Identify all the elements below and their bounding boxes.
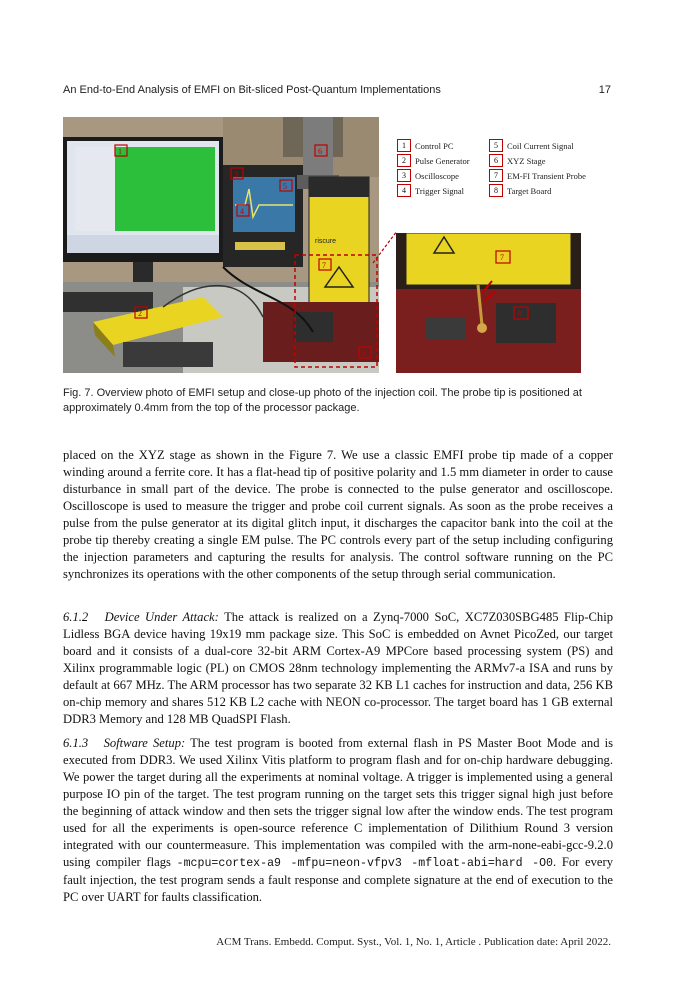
section-6-1-2 — [63, 609, 613, 728]
svg-text:5: 5 — [283, 182, 287, 191]
svg-text:3: 3 — [234, 170, 238, 179]
legend-item: 7 EM-FI Transient Probe — [489, 169, 586, 182]
riscure-logo: riscure — [315, 238, 337, 245]
svg-text:6: 6 — [318, 147, 322, 156]
setup-photo-illustration — [63, 117, 379, 373]
legend-item: 8 Target Board — [489, 184, 551, 197]
footer-citation: ACM Trans. Embedd. Comput. Syst., Vol. 1, No. 1, Article . Publication date: April 2022. — [216, 936, 611, 948]
legend-item: 4 Trigger Signal — [397, 184, 464, 197]
svg-text:7: 7 — [322, 261, 326, 270]
page-number: 17 — [598, 84, 611, 96]
svg-text:8: 8 — [362, 349, 366, 358]
svg-text:2: 2 — [138, 309, 142, 318]
closeup-illustration — [396, 233, 581, 373]
svg-text:1: 1 — [118, 147, 122, 156]
section-text: The attack is realized on a Zynq-7000 SoC, XC7Z030SBG485 Flip-Chip Lidless BGA device having 19x19 mm package size. This SoC is embedded on Avnet PicoZed, our target board and it consists of a dual-core 32-bit ARM Cortex-A9 MPCore based processing system (PS) and Xilinx programmable logic (PL) on CMOS 28nm technology implementing the ARMv7-a ISA and runs by default at 667 MHz. The ARM processor has two separate 32 KB L1 caches for instruction and data, 256 KB on-chip memory and shares 512 KB L2 cache with NEON co-processor. The target board has 1 GB external DDR3 Memory and 128 MB QuadSPI Flash. — [63, 610, 614, 726]
legend-item: 3 Oscilloscope — [397, 169, 459, 182]
coil-closeup-photo — [396, 233, 581, 373]
figure-caption: Fig. 7. Overview photo of EMFI setup and close-up photo of the injection coil. The probe tip is positioned at approximately 0.4mm from the top of the processor package. — [63, 387, 582, 414]
legend-item: 6 XYZ Stage — [489, 154, 545, 167]
section-6-1-3 — [63, 735, 613, 906]
section-number: 6.1.2 — [63, 610, 89, 624]
compiler-flags: -mcpu=cortex-a9 -mfpu=neon-vfpv3 -mfloat-abi=hard -O0 — [176, 857, 553, 870]
figure-7 — [63, 117, 613, 373]
legend-item: 5 Coil Current Signal — [489, 139, 574, 152]
running-title: An End-to-End Analysis of EMFI on Bit-sliced Post-Quantum Implementations — [63, 84, 441, 96]
paragraph-setup: placed on the XYZ stage as shown in the Figure 7. We use a classic EMFI probe tip made of a copper winding around a ferrite core. It has a flat-head tip of positive polarity and 1.5 mm diameter in order to cause disturbance in small part of the device. The probe is connected to the pulse generator and oscilloscope. Oscilloscope is used to measure the trigger and probe coil current signals. As soon as the probe receives a pulse from the pulse generator at its digital glitch input, it discharges the capacitor bank into the coil at the probe tip thereby creating a single EM pulse. The PC controls every part of the setup including configuring the injection parameters and capturing the results for analysis. The control software running on the PC synchronizes its operations with the other components of the setup through serial communication. — [63, 448, 613, 581]
section-title: Device Under Attack: — [104, 610, 219, 624]
svg-text:7: 7 — [500, 253, 504, 262]
section-number: 6.1.3 — [63, 736, 89, 750]
setup-overview-photo — [63, 117, 379, 373]
legend-item: 1 Control PC — [397, 139, 454, 152]
legend-item: 2 Pulse Generator — [397, 154, 470, 167]
section-text-end: . For every fault injection, the test program sends a fault response and complete signature at the end of execution to the PC over UART for faults classification. — [63, 855, 613, 904]
section-title: Software Setup: — [103, 736, 186, 750]
svg-text:8: 8 — [518, 309, 522, 318]
svg-text:4: 4 — [240, 207, 244, 216]
section-text: The test program is booted from external flash in PS Master Boot Mode and is executed from DDR3. We used Xilinx Vitis platform to program flash and for on-chip hardware debugging. We power the target during all the experiments at nominal voltage. A trigger is implemented using a general purpose IO pin of the target. The test program running on the target sets this trigger signal high just before the beginning of attack window and then sets the trigger signal low after the window ends. The test program used for all the experiments is open-source reference C implementation of Dilithium Round 3 version integrated with our countermeasure. This implementation was compiled with the arm-none-eabi-gcc-9.2.0 using compiler flags — [63, 736, 614, 869]
